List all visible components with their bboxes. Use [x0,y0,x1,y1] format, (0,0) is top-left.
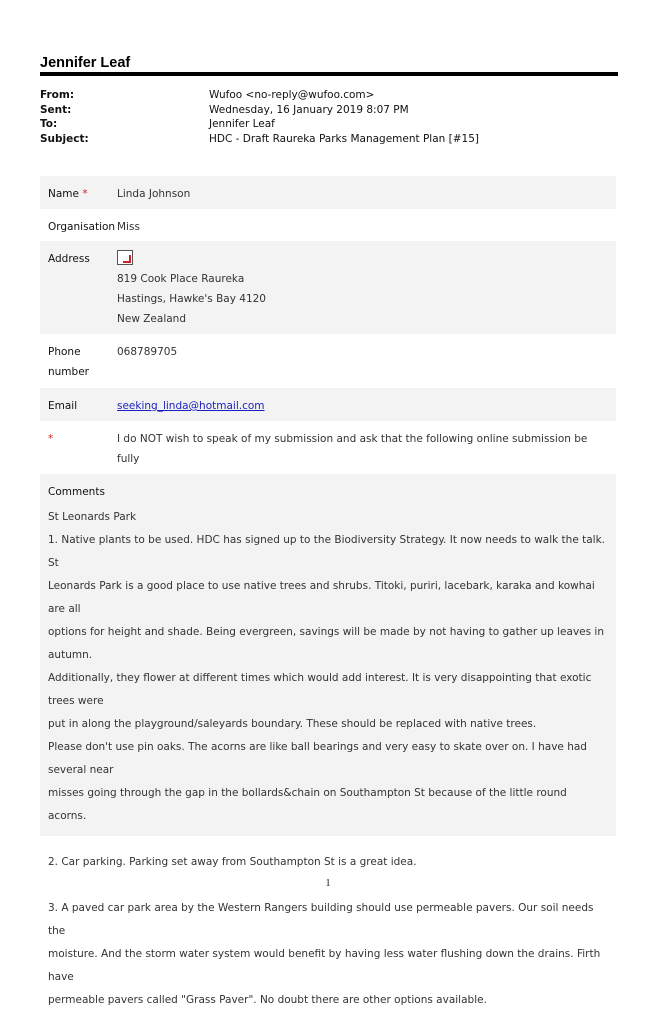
submission-form-table [40,176,616,1006]
page-number: 1 [325,878,331,889]
phone-label-line: Phone [48,346,81,358]
header-value: Jennifer Leaf [209,118,275,130]
header-value: Wufoo <no-reply@wufoo.com> [209,89,375,101]
address-line: New Zealand [117,313,186,325]
comment-line: St Leonards Park [48,511,137,523]
header-label: Subject: [40,133,89,145]
comments-body [48,506,608,1012]
comment-line: moisture. And the storm water system would benefit by having less water flushing down the drains. Firth have [48,948,601,983]
comment-line: 3. A paved car park area by the Western Rangers building should use permeable pavers. Our soil needs the [48,902,594,937]
name-value: Linda Johnson [117,188,191,200]
form-row-email [40,388,616,421]
phone-label [48,342,116,382]
email-link[interactable]: seeking_linda@hotmail.com [117,400,265,412]
address-value [117,249,607,329]
comments-label: Comments [48,486,105,498]
comment-line: Leonards Park is a good place to use native trees and shrubs. Titoki, puriri, lacebark, karaka and kowhai are all [48,580,595,615]
form-row-comments [40,474,616,1006]
email-value [117,396,607,416]
organisation-label: Organisation [48,221,116,233]
email-owner-name: Jennifer Leaf [40,55,131,71]
organisation-value: Miss [117,221,140,233]
comment-line: put in along the playground/saleyards boundary. These should be replaced with native trees. [48,718,537,730]
field-label [48,184,116,204]
comment-spacer [48,828,608,851]
comment-line: 1. Native plants to be used. HDC has signed up to the Biodiversity Strategy. It now needs to walk the talk. St [48,534,606,569]
phone-value: 068789705 [117,346,178,358]
address-label: Address [48,253,90,265]
address-line: Hastings, Hawke's Bay 4120 [117,293,266,305]
comment-line: misses going through the gap in the bollards&chain on Southampton St because of the little round acorns. [48,787,567,822]
phone-label-line: number [48,366,89,378]
header-value: Wednesday, 16 January 2019 8:07 PM [209,104,409,116]
comment-line: options for height and shade. Being evergreen, savings will be made by not having to gather up leaves in autumn. [48,626,604,661]
header-label: To: [40,118,58,130]
name-label: Name [48,188,79,200]
header-label: From: [40,89,75,101]
required-marker [48,429,116,449]
form-row-address [40,241,616,334]
form-row-speak-preference [40,421,616,474]
comment-line: Additionally, they flower at different times which would add interest. It is very disappointing that exotic trees were [48,672,592,707]
header-label: Sent: [40,104,72,116]
header-divider [40,72,618,76]
header-value: HDC - Draft Raureka Parks Management Plan [#15] [209,133,479,145]
speak-line: I do NOT wish to speak of my submission and ask that the following online submission be fully [117,433,588,465]
broken-image-icon [117,250,133,265]
comment-line: permeable pavers called "Grass Paver". No doubt there are other options available. [48,994,487,1006]
form-row-organisation [40,209,616,241]
required-asterisk: * [48,433,54,445]
comment-line: 2. Car parking. Parking set away from Southampton St is a great idea. [48,856,417,868]
comment-line: Please don't use pin oaks. The acorns are like ball bearings and very easy to skate over on. I have had several near [48,741,587,776]
address-line: 819 Cook Place Raureka [117,273,245,285]
form-row-name [40,176,616,209]
email-label: Email [48,400,78,412]
required-marker: * [82,188,88,200]
form-row-phone [40,334,616,388]
